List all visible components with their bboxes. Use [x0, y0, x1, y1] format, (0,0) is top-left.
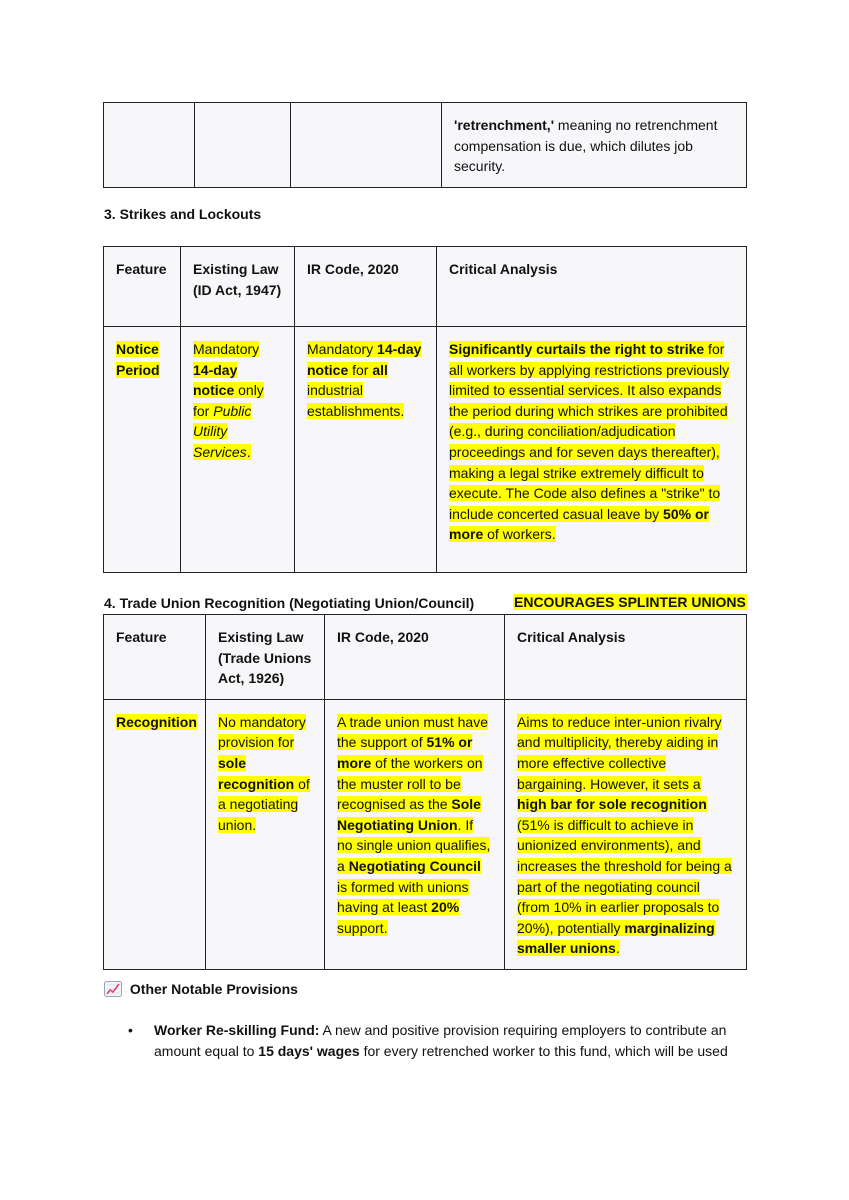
header-ir-code: IR Code, 2020	[325, 615, 505, 700]
highlight-banner: ENCOURAGES SPLINTER UNIONS	[514, 594, 746, 610]
header-critical-analysis: Critical Analysis	[505, 615, 747, 700]
empty-cell	[291, 103, 442, 188]
other-provisions-title: Other Notable Provisions	[129, 981, 298, 997]
header-feature: Feature	[104, 615, 206, 700]
analysis-cell: Aims to reduce inter-union rivalry and multiplicity, thereby aiding in more effective collective bargaining. However, it sets a high bar for sole recognition (51% is difficult to achieve in unionized environments), and increases the threshold for being a part of the negotiating council (from 10% in earlier proposals to 20%), potentially marginalizing smaller unions.	[505, 699, 747, 969]
continuation-table	[103, 102, 747, 188]
header-ir-code: IR Code, 2020	[295, 247, 437, 327]
empty-cell	[104, 103, 195, 188]
header-existing-law: Existing Law (ID Act, 1947)	[181, 247, 295, 327]
feature-cell: Recognition	[104, 699, 206, 969]
header-existing-law: Existing Law (Trade Unions Act, 1926)	[206, 615, 325, 700]
analysis-cell: 'retrenchment,' meaning no retrenchment compensation is due, which dilutes job security.	[442, 103, 747, 188]
section-title-strikes: 3. Strikes and Lockouts	[104, 206, 262, 222]
empty-cell	[195, 103, 291, 188]
union-recognition-table	[103, 614, 747, 970]
bullet-dot: •	[128, 1022, 133, 1038]
existing-law-cell: No mandatory provision for sole recognition of a negotiating union.	[206, 699, 325, 969]
list-item: • Worker Re-skilling Fund: A new and positive provision requiring employers to contribute an amount equal to 15 days' wages for every retrenched worker to this fund, which will be used	[128, 1022, 728, 1059]
feature-cell: Notice Period	[104, 327, 181, 573]
existing-law-cell: Mandatory 14-day notice only for Public Utility Services.	[181, 327, 295, 573]
ir-code-cell: Mandatory 14-day notice for all industrial establishments.	[295, 327, 437, 573]
header-critical-analysis: Critical Analysis	[437, 247, 747, 327]
other-provisions-heading	[104, 981, 298, 997]
section-title-union-recognition: 4. Trade Union Recognition (Negotiating Union/Council)	[104, 595, 475, 611]
header-feature: Feature	[104, 247, 181, 327]
strikes-table	[103, 246, 747, 573]
chart-increasing-icon	[104, 981, 122, 997]
ir-code-cell: A trade union must have the support of 51% or more of the workers on the muster roll to be recognised as the Sole Negotiating Union. If no single union qualifies, a Negotiating Council is formed with unions having at least 20% support.	[325, 699, 505, 969]
analysis-cell: Significantly curtails the right to strike for all workers by applying restrictions previously limited to essential services. It also expands the period during which strikes are prohibited (e.g., during conciliation/adjudication proceedings and for seven days thereafter), making a legal strike extremely difficult to execute. The Code also defines a "strike" to include concerted casual leave by 50% or more of workers.	[437, 327, 747, 573]
